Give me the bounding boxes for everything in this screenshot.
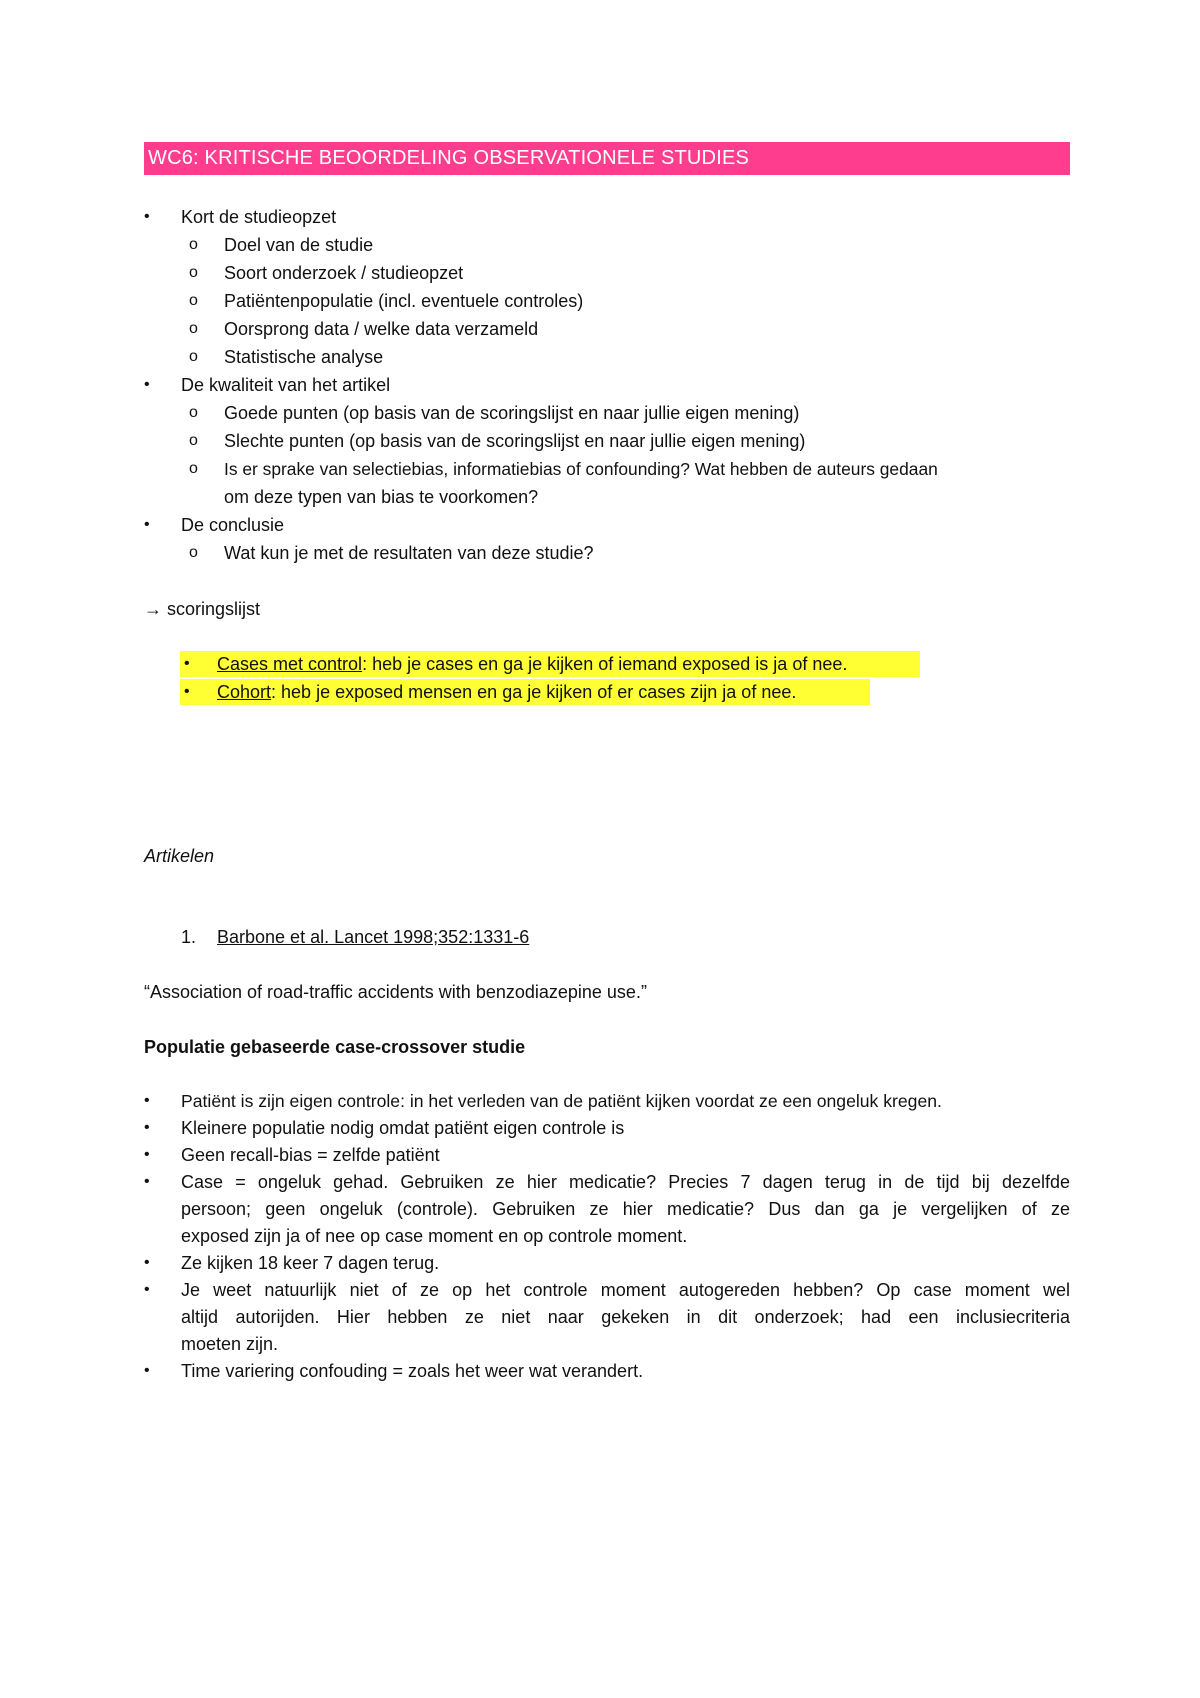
outline-subitem: Goede punten (op basis van de scoringslijst en naar jullie eigen mening)	[224, 403, 800, 423]
bullet-icon: •	[144, 516, 150, 533]
study-type-heading: Populatie gebaseerde case-crossover studie	[144, 1037, 526, 1057]
highlighted-item	[217, 679, 796, 705]
outline-subitem-continued: om deze typen van bias te voorkomen?	[224, 487, 539, 507]
article-quote: “Association of road-traffic accidents with benzodiazepine use.”	[144, 982, 647, 1002]
sub-bullet-icon: o	[189, 292, 198, 309]
sub-bullet-icon: o	[189, 236, 198, 253]
sub-bullet-icon: o	[189, 404, 198, 421]
scoringslijst-label: → scoringslijst	[144, 599, 261, 619]
bullet-icon: •	[144, 208, 150, 225]
article-point-continued: persoon; geen ongeluk (controle). Gebruiken ze hier medicatie? Dus dan ga je vergelijken of ze	[181, 1199, 1070, 1219]
outline-subitem: Soort onderzoek / studieopzet	[224, 263, 464, 283]
bullet-icon: •	[144, 376, 150, 393]
outline-subitem: Slechte punten (op basis van de scoringslijst en naar jullie eigen mening)	[224, 431, 806, 451]
outline-subitem: Oorsprong data / welke data verzameld	[224, 319, 539, 339]
bullet-icon: •	[184, 655, 190, 672]
bullet-icon: •	[144, 1254, 150, 1271]
bullet-icon: •	[144, 1146, 150, 1163]
outline-subitem: Statistische analyse	[224, 347, 384, 367]
article-point-continued: exposed zijn ja of nee op case moment en op controle moment.	[181, 1226, 688, 1246]
article-reference: Barbone et al. Lancet 1998;352:1331-6	[217, 927, 530, 947]
outline-subitem: Wat kun je met de resultaten van deze studie?	[224, 543, 594, 563]
outline-item: De kwaliteit van het artikel	[181, 375, 391, 395]
section-heading: WC6: KRITISCHE BEOORDELING OBSERVATIONELE STUDIES	[144, 142, 1070, 175]
outline-subitem: Is er sprake van selectiebias, informatiebias of confounding? Wat hebben de auteurs gedaan	[224, 459, 938, 479]
highlighted-term: Cohort	[217, 682, 272, 702]
article-point: Je weet natuurlijk niet of ze op het controle moment autogereden hebben? Op case moment wel	[181, 1280, 1070, 1300]
outline-subitem: Doel van de studie	[224, 235, 374, 255]
highlighted-text: : heb je cases en ga je kijken of iemand exposed is ja of nee.	[362, 654, 848, 674]
highlighted-text: : heb je exposed mensen en ga je kijken of er cases zijn ja of nee.	[271, 682, 797, 702]
article-point-continued: altijd autorijden. Hier hebben ze niet naar gekeken in dit onderzoek; had een inclusiecriteria	[181, 1307, 1070, 1327]
bullet-icon: •	[184, 683, 190, 700]
bullet-icon: •	[144, 1119, 150, 1136]
highlighted-term: Cases met control	[217, 654, 363, 674]
article-point: Patiënt is zijn eigen controle: in het verleden van de patiënt kijken voordat ze een ongeluk kregen.	[181, 1091, 942, 1111]
bullet-icon: •	[144, 1092, 150, 1109]
highlighted-item	[217, 651, 847, 677]
outline-item: De conclusie	[181, 515, 285, 535]
sub-bullet-icon: o	[189, 264, 198, 281]
sub-bullet-icon: o	[189, 460, 198, 477]
artikelen-label: Artikelen	[144, 846, 215, 866]
bullet-icon: •	[144, 1173, 150, 1190]
article-point: Geen recall-bias = zelfde patiënt	[181, 1145, 440, 1165]
outline-subitem: Patiëntenpopulatie (incl. eventuele controles)	[224, 291, 584, 311]
sub-bullet-icon: o	[189, 432, 198, 449]
sub-bullet-icon: o	[189, 544, 198, 561]
sub-bullet-icon: o	[189, 348, 198, 365]
bullet-icon: •	[144, 1281, 150, 1298]
outline-item: Kort de studieopzet	[181, 207, 337, 227]
article-point: Time variering confouding = zoals het weer wat verandert.	[181, 1361, 644, 1381]
article-number: 1.	[181, 927, 197, 947]
article-point: Case = ongeluk gehad. Gebruiken ze hier medicatie? Precies 7 dagen terug in de tijd bij dezelfde	[181, 1172, 1070, 1192]
article-point: Kleinere populatie nodig omdat patiënt eigen controle is	[181, 1118, 625, 1138]
article-point: Ze kijken 18 keer 7 dagen terug.	[181, 1253, 440, 1273]
article-point-continued: moeten zijn.	[181, 1334, 279, 1354]
bullet-icon: •	[144, 1362, 150, 1379]
sub-bullet-icon: o	[189, 320, 198, 337]
